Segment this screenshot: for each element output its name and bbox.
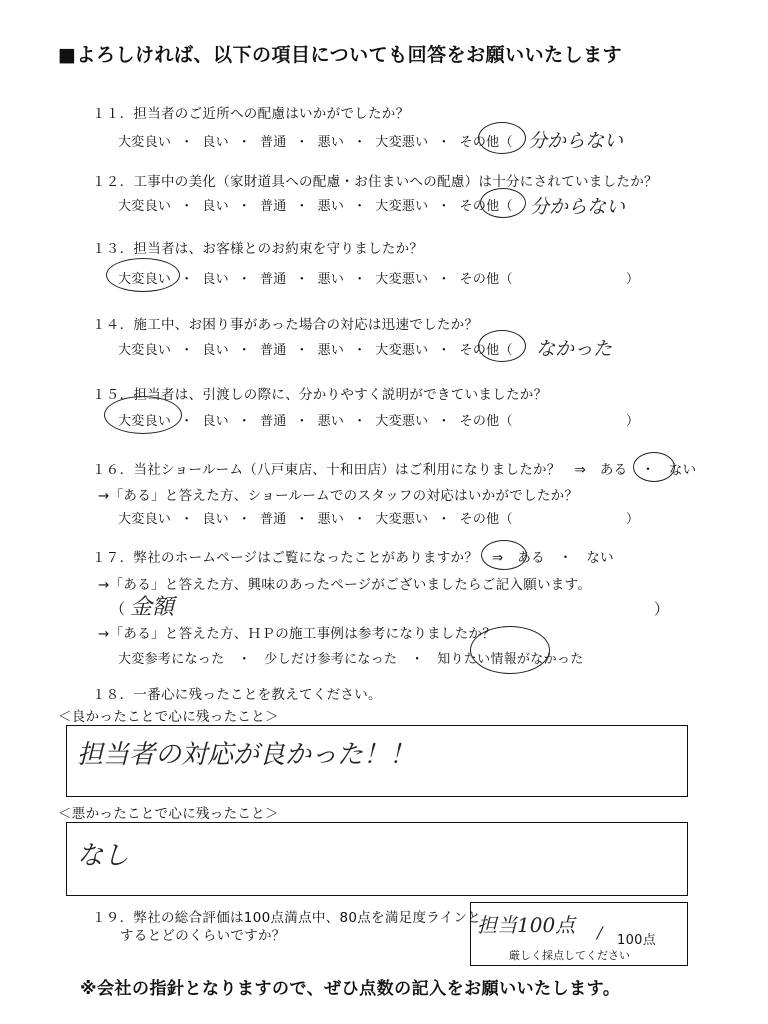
q17-answer-circle-2 xyxy=(470,626,550,674)
q18-bad-handwritten: なし xyxy=(77,841,130,871)
q13-options: 大変良い ・ 良い ・ 普通 ・ 悪い ・ 大変悪い ・ その他（ xyxy=(118,272,513,287)
q14-handwritten: なかった xyxy=(536,338,613,360)
q14-text: １４．施工中、お困り事があった場合の対応は迅速でしたか？ xyxy=(92,317,479,333)
q18-good-box xyxy=(66,725,688,797)
q16-options: 大変良い ・ 良い ・ 普通 ・ 悪い ・ 大変悪い ・ その他（ xyxy=(118,512,513,527)
q12-options: 大変良い ・ 良い ・ 普通 ・ 悪い ・ 大変悪い ・ その他（ xyxy=(118,199,513,214)
q17-sub1: →「ある」と答えた方、興味のあったページがございましたらご記入願います。 xyxy=(98,577,592,593)
q14-options: 大変良い ・ 良い ・ 普通 ・ 悪い ・ 大変悪い ・ その他（ xyxy=(118,343,513,358)
q13-answer-circle xyxy=(106,258,180,292)
page-header: ■よろしければ、以下の項目についても回答をお願いいたします xyxy=(58,44,623,66)
q17-options: 大変参考になった ・ 少しだけ参考になった ・ 知りたい情報がなかった xyxy=(118,652,584,667)
q19-note: 厳しく採点してください xyxy=(509,949,630,962)
q17-sub2: →「ある」と答えた方、ＨＰの施工事例は参考になりましたか？ xyxy=(98,626,497,642)
q19-text-line1: １９．弊社の総合評価は100点満点中、80点を満足度ラインと xyxy=(92,910,482,926)
q12-text: １２．工事中の美化（家財道具への配慮・お住まいへの配慮）は十分にされていましたか？ xyxy=(92,174,658,190)
q16-text: １６．当社ショールーム（八戸東店、十和田店）はご利用になりましたか？ ⇒ ある ・ ない xyxy=(92,462,697,478)
q16-sub: →「ある」と答えた方、ショールームでのスタッフの対応はいかがでしたか？ xyxy=(98,488,579,504)
q18-bad-label: ＜悪かったことで心に残ったこと＞ xyxy=(58,806,279,822)
q12-answer-circle xyxy=(480,188,526,218)
q16-paren-close: ） xyxy=(626,512,640,527)
q17-paren-close: ） xyxy=(654,600,670,618)
q13-text: １３．担当者は、お客様とのお約束を守りましたか？ xyxy=(92,241,424,257)
q19-unit: 100点 xyxy=(617,933,657,948)
q19-handwritten: 担当100点 xyxy=(477,913,576,937)
q16-answer-circle xyxy=(633,452,675,482)
q15-text: １５．担当者は、引渡しの際に、分かりやすく説明ができていましたか？ xyxy=(92,387,548,403)
q18-bad-box xyxy=(66,822,688,896)
page-footer: ※会社の指針となりますので、ぜひ点数の記入をお願いいたします。 xyxy=(80,979,621,999)
q11-options: 大変良い ・ 良い ・ 普通 ・ 悪い ・ 大変悪い ・ その他（ xyxy=(118,135,513,150)
q11-answer-circle xyxy=(478,122,526,154)
q19-score-box xyxy=(470,902,688,966)
q15-answer-circle xyxy=(104,396,182,434)
q17-text: １７．弊社のホームページはご覧になったことがありますか？ ⇒ ある ・ ない xyxy=(92,550,614,566)
q18-good-handwritten: 担当者の対応が良かった！！ xyxy=(77,740,416,770)
q18-text: １８．一番心に残ったことを教えてください。 xyxy=(92,687,382,703)
q19-slash: / xyxy=(597,923,603,942)
q15-options: 大変良い ・ 良い ・ 普通 ・ 悪い ・ 大変悪い ・ その他（ xyxy=(118,414,513,429)
q17-paren-open: （ xyxy=(110,600,126,618)
q15-paren-close: ） xyxy=(626,414,640,429)
q13-paren-close: ） xyxy=(626,272,640,287)
q14-answer-circle xyxy=(478,330,526,362)
q19-text-line2: するとどのくらいですか？ xyxy=(120,928,286,944)
q17-answer-circle xyxy=(481,540,527,570)
q12-handwritten: 分からない xyxy=(530,196,626,218)
q11-text: １１．担当者のご近所への配慮はいかがでしたか？ xyxy=(92,106,410,122)
q18-good-label: ＜良かったことで心に残ったこと＞ xyxy=(58,709,279,725)
q17-handwritten: 金額 xyxy=(130,595,175,620)
q11-handwritten: 分からない xyxy=(528,130,624,152)
